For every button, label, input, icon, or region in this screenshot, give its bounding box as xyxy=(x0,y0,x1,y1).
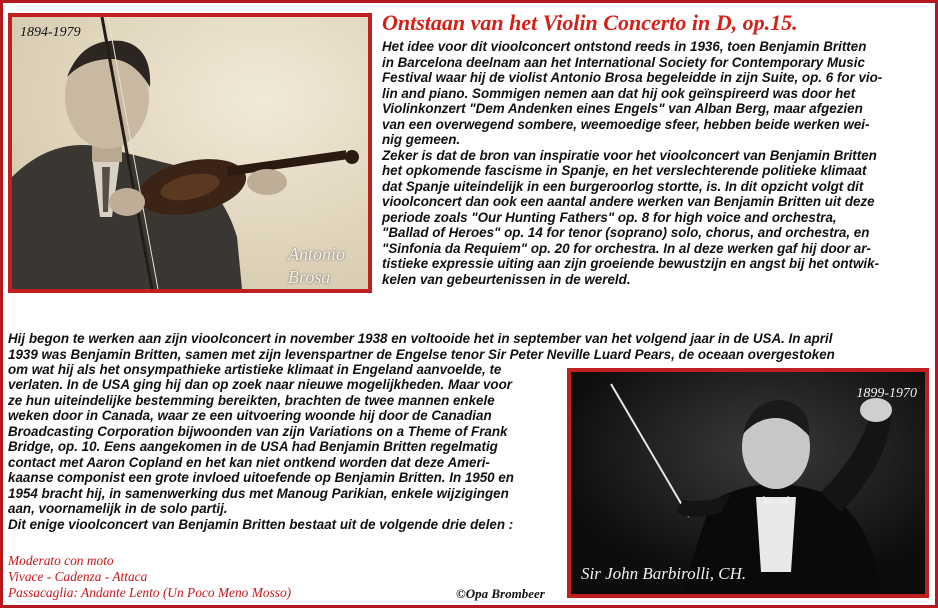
text-line: Bridge, op. 10. Eens aangekomen in de USA had Benjamin Britten regelmatig xyxy=(8,439,498,454)
paragraph-origin xyxy=(382,39,934,287)
text-line: contact met Aaron Copland en het kan niet ontkend worden dat deze Ameri- xyxy=(8,454,490,470)
text-line: "Sinfonia da Requiem" op. 20 for orchestra. In al deze werken gaf hij door ar- xyxy=(382,240,871,256)
movement-item: Vivace - Cadenza - Attaca xyxy=(8,569,148,584)
text-line: lin and piano. Sommigen nemen aan dat hij ook geïnspireerd was door het xyxy=(382,85,856,101)
paragraph-composition-continued xyxy=(8,377,566,532)
text-line: nig gemeen. xyxy=(382,132,461,147)
text-line: aan, voornamelijk in de solo partij. xyxy=(8,501,228,516)
text-line: om wat hij als het onsympathieke artistieke klimaat in Engeland aanvoelde, te xyxy=(8,362,502,377)
text-line: dat Spanje uiteindelijk in een burgeroorlog stortte, is. In dit opzicht volgt dit xyxy=(382,178,864,194)
text-line: vioolconcert dan ook een aantal andere werken van Benjamin Britten uit deze xyxy=(382,194,875,209)
text-line: het opkomende fascisme in Spanje, en het verslechterende politieke klimaat xyxy=(382,163,867,178)
text-line: Het idee voor dit vioolconcert ontstond reeds in 1936, toen Benjamin Britten xyxy=(382,39,867,54)
photo-john-barbirolli xyxy=(567,368,929,598)
years-label-barbirolli: 1899-1970 xyxy=(856,386,917,401)
text-line: Broadcasting Corporation bijwoonden van zijn Variations on a Theme of Frank xyxy=(8,423,508,439)
text-line: Zeker is dat de bron van inspiratie voor het vioolconcert van Benjamin Britten xyxy=(382,147,877,163)
text-line: Violinkonzert "Dem Andenken eines Engels" van Alban Berg, maar afgezien xyxy=(382,101,863,116)
conductor-illustration xyxy=(571,372,925,594)
caption-line: Brosa xyxy=(288,267,331,287)
text-line: 1939 was Benjamin Britten, samen met zijn levenspartner de Engelse tenor Sir Peter Neville Luard Pears, de oceaan overgestoken xyxy=(8,346,835,362)
text-line: Festival waar hij de violist Antonio Brosa begeleidde in zijn Suite, op. 6 for vio- xyxy=(382,70,883,85)
photo-caption-barbirolli: Sir John Barbirolli, CH. xyxy=(581,564,747,583)
caption-line: Antonio xyxy=(288,244,345,264)
movement-list xyxy=(8,553,291,601)
photo-antonio-brosa xyxy=(8,13,372,293)
page-title: Ontstaan van het Violin Concerto in D, op.15. xyxy=(382,10,798,35)
movement-item: Passacaglia: Andante Lento (Un Poco Meno Mosso) xyxy=(8,585,292,600)
text-line: tistieke expressie uiting aan zijn groeiende bewustzijn en angst bij het ontwik- xyxy=(382,256,880,271)
text-line: kaanse componist een grote invloed uitoefende op Benjamin Britten. In 1950 en xyxy=(8,470,514,485)
years-label-brosa: 1894-1979 xyxy=(20,25,81,40)
text-line: "Ballad of Heroes" op. 14 for tenor (soprano) solo, chorus, and orchestra, en xyxy=(382,225,870,240)
photo-caption-brosa xyxy=(288,243,372,289)
text-line: Hij begon te werken aan zijn vioolconcert in november 1938 en voltooide het in september van het volgend jaar in de USA. In april xyxy=(8,331,833,346)
text-line: ze hun uiteindelijke bestemming bereikten, brachten de twee mannen enkele xyxy=(8,392,495,408)
movement-item: Moderato con moto xyxy=(8,553,114,568)
text-line: verlaten. In de USA ging hij dan op zoek naar nieuwe mogelijkheden. Maar voor xyxy=(8,377,512,392)
text-line: 1954 bracht hij, in samenwerking dus met Manoug Parikian, enkele wijzigingen xyxy=(8,485,509,501)
text-line: in Barcelona deelnam aan het International Society for Contemporary Music xyxy=(382,54,865,70)
copyright-notice: ©Opa Brombeer xyxy=(456,586,545,601)
text-line: Dit enige vioolconcert van Benjamin Britten bestaat uit de volgende drie delen : xyxy=(8,516,514,532)
text-line: periode zoals "Our Hunting Fathers" op. 8 for high voice and orchestra, xyxy=(382,209,837,225)
text-line: weken door in Canada, waar ze een uitvoering woonde hij door de Canadian xyxy=(8,408,492,423)
text-line: van een overwegend sombere, weemoedige sfeer, hebben beide werken wei- xyxy=(382,116,870,132)
text-line: kelen van gebeurtenissen in de wereld. xyxy=(382,271,631,287)
